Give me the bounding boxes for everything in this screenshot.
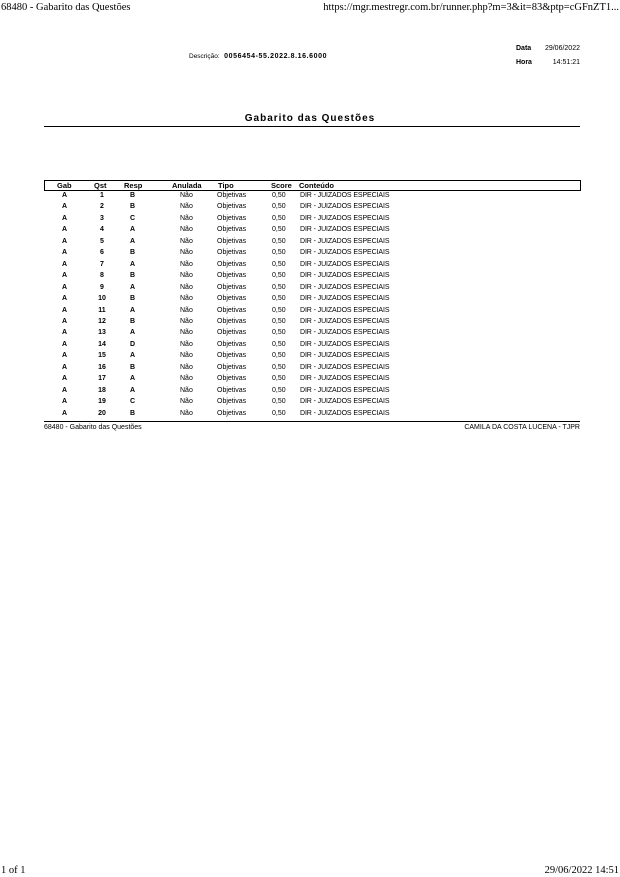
cell-resp: D	[130, 340, 136, 348]
cell-conteudo: DIR - JUIZADOS ESPECIAIS	[300, 214, 390, 222]
cell-qst: 19	[98, 398, 106, 406]
cell-gab: A	[62, 203, 68, 211]
cell-tipo: Objetivas	[217, 398, 247, 406]
cell-gab: A	[62, 317, 68, 325]
cell-gab: A	[62, 283, 68, 291]
cell-gab: A	[62, 340, 68, 348]
cell-tipo: Objetivas	[217, 237, 247, 245]
cell-resp: B	[130, 203, 136, 211]
cell-resp: C	[130, 214, 136, 222]
cell-tipo: Objetivas	[217, 203, 247, 211]
cell-resp: A	[130, 386, 136, 394]
col-gab: Gab	[57, 181, 72, 190]
cell-qst: 18	[98, 386, 106, 394]
table-row	[44, 261, 580, 273]
cell-conteudo: DIR - JUIZADOS ESPECIAIS	[300, 317, 390, 325]
cell-score: 0,50	[272, 192, 286, 199]
cell-qst: 20	[98, 409, 106, 417]
cell-gab: A	[62, 329, 68, 337]
cell-score: 0,50	[272, 226, 286, 234]
table-row	[44, 387, 580, 399]
cell-gab: A	[62, 398, 68, 406]
cell-qst: 5	[100, 237, 104, 245]
cell-gab: A	[62, 375, 68, 383]
footer-right: CAMILA DA COSTA LUCENA - TJPR	[464, 424, 580, 431]
cell-conteudo: DIR - JUIZADOS ESPECIAIS	[300, 260, 390, 268]
cell-anulada: Não	[180, 192, 193, 199]
cell-anulada: Não	[180, 317, 193, 325]
table-row	[44, 352, 580, 364]
cell-gab: A	[62, 386, 68, 394]
table-row	[44, 375, 580, 387]
cell-resp: A	[130, 329, 136, 337]
col-score: Score	[271, 181, 292, 190]
cell-tipo: Objetivas	[217, 409, 247, 417]
cell-anulada: Não	[180, 329, 193, 337]
descricao-value: 0056454-55.2022.8.16.6000	[224, 53, 328, 60]
cell-anulada: Não	[180, 260, 193, 268]
table-row	[44, 329, 580, 341]
cell-resp: A	[130, 237, 136, 245]
cell-tipo: Objetivas	[217, 192, 247, 199]
cell-qst: 16	[98, 363, 106, 371]
cell-resp: A	[130, 352, 136, 360]
table-row	[44, 307, 580, 319]
data-label: Data	[516, 45, 532, 52]
cell-resp: B	[130, 249, 136, 257]
hora-label: Hora	[516, 59, 532, 66]
cell-resp: B	[130, 363, 136, 371]
cell-qst: 17	[98, 375, 106, 383]
cell-gab: A	[62, 306, 68, 314]
cell-conteudo: DIR - JUIZADOS ESPECIAIS	[300, 398, 390, 406]
cell-tipo: Objetivas	[217, 306, 247, 314]
table-header	[44, 180, 581, 191]
cell-anulada: Não	[180, 363, 193, 371]
cell-score: 0,50	[272, 317, 286, 325]
table-row	[44, 238, 580, 250]
cell-qst: 4	[100, 226, 104, 234]
descricao-block	[189, 45, 327, 63]
print-page-count: 1 of 1	[1, 865, 26, 876]
cell-score: 0,50	[272, 249, 286, 257]
cell-tipo: Objetivas	[217, 386, 247, 394]
cell-tipo: Objetivas	[217, 329, 247, 337]
print-timestamp: 29/06/2022 14:51	[544, 865, 619, 876]
cell-score: 0,50	[272, 237, 286, 245]
cell-score: 0,50	[272, 272, 286, 280]
cell-qst: 14	[98, 340, 106, 348]
table-row	[44, 410, 580, 422]
cell-conteudo: DIR - JUIZADOS ESPECIAIS	[300, 192, 390, 199]
cell-resp: A	[130, 306, 136, 314]
footer-divider	[44, 421, 580, 422]
cell-conteudo: DIR - JUIZADOS ESPECIAIS	[300, 306, 390, 314]
cell-gab: A	[62, 249, 68, 257]
cell-resp: B	[130, 317, 136, 325]
cell-qst: 10	[98, 295, 106, 303]
page-title: Gabarito das Questões	[244, 113, 376, 124]
cell-conteudo: DIR - JUIZADOS ESPECIAIS	[300, 340, 390, 348]
cell-conteudo: DIR - JUIZADOS ESPECIAIS	[300, 237, 390, 245]
col-qst: Qst	[94, 181, 107, 190]
footer-left: 68480 - Gabarito das Questões	[44, 424, 142, 431]
cell-anulada: Não	[180, 214, 193, 222]
cell-gab: A	[62, 363, 68, 371]
cell-conteudo: DIR - JUIZADOS ESPECIAIS	[300, 249, 390, 257]
table-row	[44, 364, 580, 376]
cell-tipo: Objetivas	[217, 214, 247, 222]
cell-gab: A	[62, 192, 68, 199]
cell-qst: 13	[98, 329, 106, 337]
cell-qst: 15	[98, 352, 106, 360]
cell-resp: B	[130, 192, 136, 199]
cell-score: 0,50	[272, 306, 286, 314]
cell-anulada: Não	[180, 203, 193, 211]
cell-qst: 11	[98, 306, 106, 314]
table-row	[44, 318, 580, 330]
cell-score: 0,50	[272, 203, 286, 211]
cell-anulada: Não	[180, 283, 193, 291]
col-conteudo: Conteúdo	[299, 181, 334, 190]
hora-value: 14:51:21	[552, 59, 580, 66]
cell-conteudo: DIR - JUIZADOS ESPECIAIS	[300, 386, 390, 394]
print-page-url: https://mgr.mestregr.com.br/runner.php?m=3&it=83&ptp=cGFnZT1...	[323, 2, 619, 13]
cell-score: 0,50	[272, 295, 286, 303]
cell-tipo: Objetivas	[217, 226, 247, 234]
cell-score: 0,50	[272, 375, 286, 383]
cell-tipo: Objetivas	[217, 340, 247, 348]
cell-gab: A	[62, 260, 68, 268]
cell-conteudo: DIR - JUIZADOS ESPECIAIS	[300, 329, 390, 337]
cell-anulada: Não	[180, 352, 193, 360]
col-anulada: Anulada	[172, 181, 202, 190]
cell-score: 0,50	[272, 283, 286, 291]
table-row	[44, 249, 580, 261]
cell-resp: B	[130, 295, 136, 303]
cell-resp: A	[130, 260, 136, 268]
table-row	[44, 398, 580, 410]
cell-resp: A	[130, 226, 136, 234]
cell-score: 0,50	[272, 340, 286, 348]
cell-qst: 7	[100, 260, 104, 268]
cell-score: 0,50	[272, 386, 286, 394]
cell-gab: A	[62, 272, 68, 280]
cell-score: 0,50	[272, 409, 286, 417]
cell-score: 0,50	[272, 329, 286, 337]
col-resp: Resp	[124, 181, 143, 190]
table-row	[44, 295, 580, 307]
col-tipo: Tipo	[218, 181, 234, 190]
cell-anulada: Não	[180, 375, 193, 383]
table-row	[44, 192, 580, 204]
cell-tipo: Objetivas	[217, 272, 247, 280]
cell-anulada: Não	[180, 398, 193, 406]
cell-qst: 12	[98, 317, 106, 325]
cell-anulada: Não	[180, 340, 193, 348]
cell-score: 0,50	[272, 260, 286, 268]
cell-gab: A	[62, 214, 68, 222]
cell-qst: 1	[100, 192, 104, 199]
cell-anulada: Não	[180, 249, 193, 257]
cell-gab: A	[62, 226, 68, 234]
cell-conteudo: DIR - JUIZADOS ESPECIAIS	[300, 226, 390, 234]
cell-tipo: Objetivas	[217, 363, 247, 371]
cell-resp: C	[130, 398, 136, 406]
cell-conteudo: DIR - JUIZADOS ESPECIAIS	[300, 375, 390, 383]
table-row	[44, 341, 580, 353]
cell-qst: 3	[100, 214, 104, 222]
cell-tipo: Objetivas	[217, 317, 247, 325]
cell-tipo: Objetivas	[217, 249, 247, 257]
cell-gab: A	[62, 295, 68, 303]
descricao-label: Descrição:	[189, 53, 220, 60]
cell-qst: 8	[100, 272, 104, 280]
cell-tipo: Objetivas	[217, 260, 247, 268]
table-row	[44, 284, 580, 296]
cell-conteudo: DIR - JUIZADOS ESPECIAIS	[300, 409, 390, 417]
cell-anulada: Não	[180, 272, 193, 280]
cell-resp: A	[130, 283, 136, 291]
cell-anulada: Não	[180, 306, 193, 314]
cell-score: 0,50	[272, 352, 286, 360]
cell-tipo: Objetivas	[217, 375, 247, 383]
cell-gab: A	[62, 352, 68, 360]
cell-qst: 9	[100, 283, 104, 291]
cell-anulada: Não	[180, 237, 193, 245]
cell-anulada: Não	[180, 386, 193, 394]
cell-conteudo: DIR - JUIZADOS ESPECIAIS	[300, 352, 390, 360]
title-divider	[44, 126, 580, 127]
table-row	[44, 272, 580, 284]
table-row	[44, 226, 580, 238]
cell-resp: B	[130, 409, 136, 417]
cell-conteudo: DIR - JUIZADOS ESPECIAIS	[300, 203, 390, 211]
cell-gab: A	[62, 409, 68, 417]
cell-qst: 6	[100, 249, 104, 257]
cell-anulada: Não	[180, 409, 193, 417]
cell-gab: A	[62, 237, 68, 245]
cell-conteudo: DIR - JUIZADOS ESPECIAIS	[300, 272, 390, 280]
cell-qst: 2	[100, 203, 104, 211]
cell-conteudo: DIR - JUIZADOS ESPECIAIS	[300, 363, 390, 371]
cell-anulada: Não	[180, 295, 193, 303]
cell-score: 0,50	[272, 214, 286, 222]
cell-tipo: Objetivas	[217, 352, 247, 360]
cell-resp: A	[130, 375, 136, 383]
table-row	[44, 203, 580, 215]
cell-resp: B	[130, 272, 136, 280]
cell-tipo: Objetivas	[217, 295, 247, 303]
cell-conteudo: DIR - JUIZADOS ESPECIAIS	[300, 295, 390, 303]
cell-conteudo: DIR - JUIZADOS ESPECIAIS	[300, 283, 390, 291]
cell-score: 0,50	[272, 363, 286, 371]
cell-score: 0,50	[272, 398, 286, 406]
cell-tipo: Objetivas	[217, 283, 247, 291]
print-page-title: 68480 - Gabarito das Questões	[1, 2, 131, 13]
table-row	[44, 215, 580, 227]
data-value: 29/06/2022	[544, 45, 580, 52]
cell-anulada: Não	[180, 226, 193, 234]
